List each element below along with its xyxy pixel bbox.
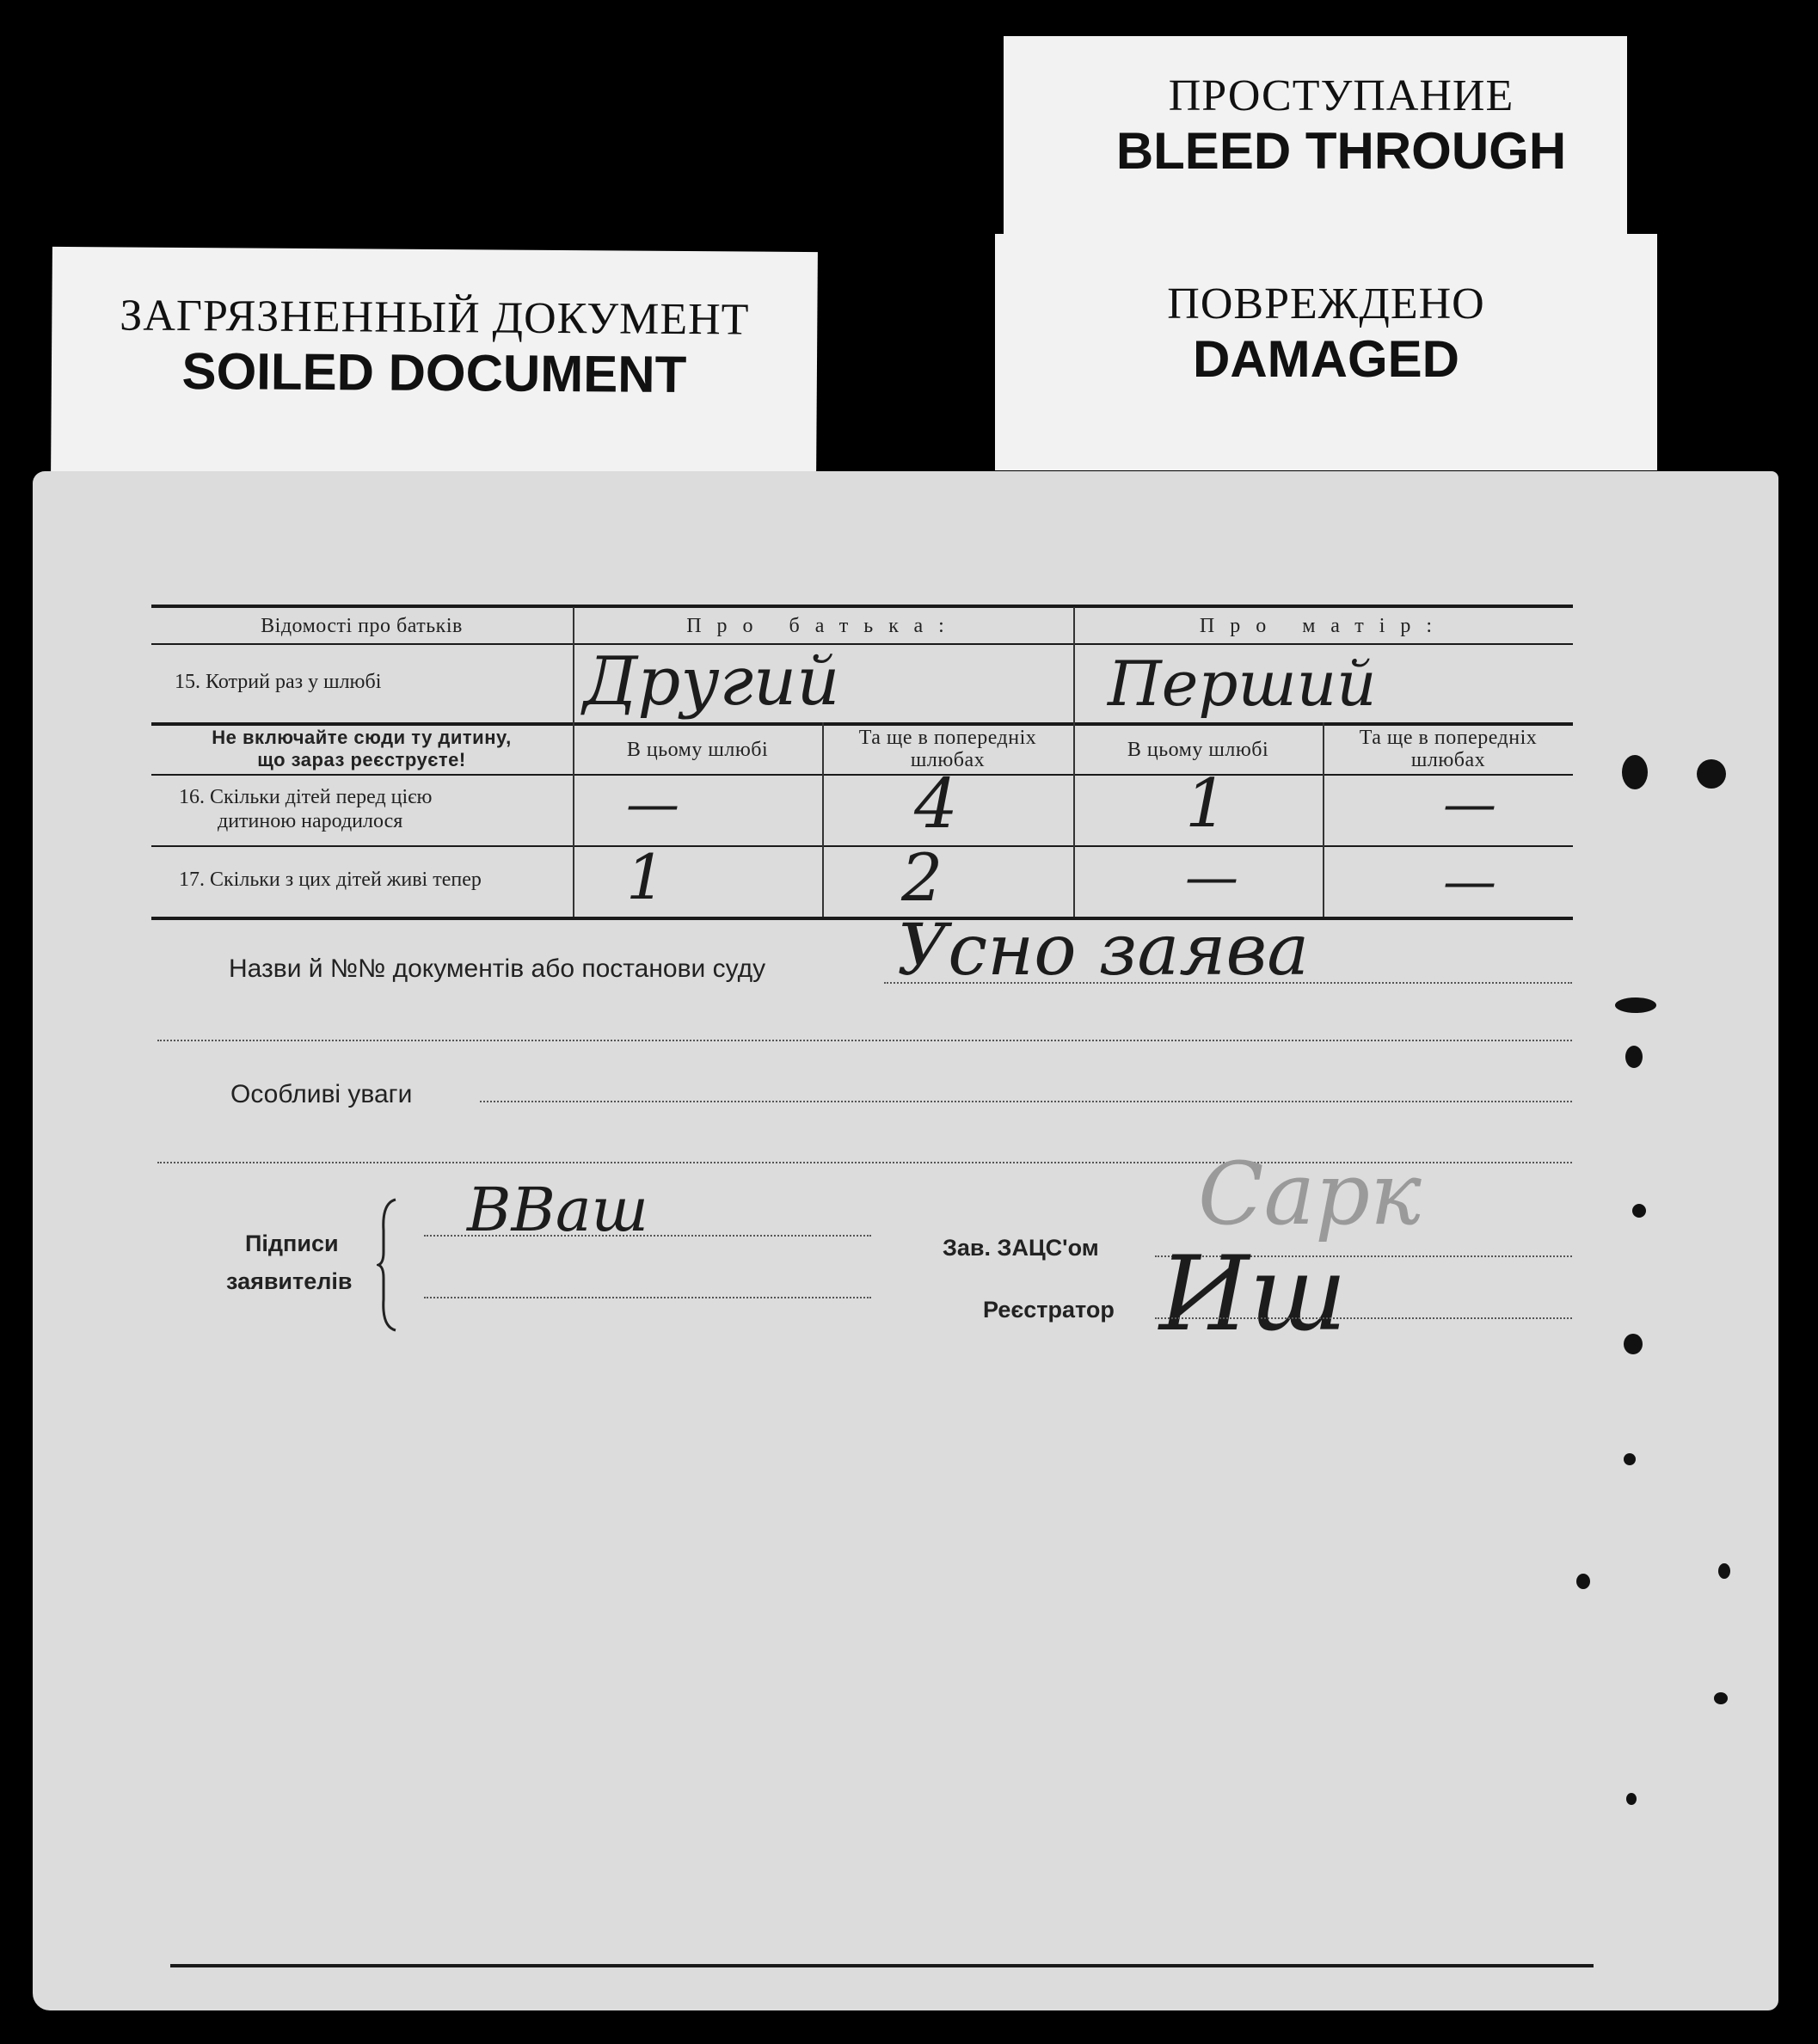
row16-father-this: — bbox=[626, 772, 679, 835]
row16-mother-this: 1 bbox=[1185, 765, 1228, 843]
head-label: Зав. ЗАЦС'ом bbox=[943, 1235, 1099, 1261]
father-header: Про батька: bbox=[686, 615, 960, 637]
punch-hole-damage bbox=[1625, 1046, 1643, 1068]
row15-father-value: Другий bbox=[583, 643, 840, 721]
row16-mother-previous: — bbox=[1443, 772, 1496, 835]
father-this-marriage-header: В цьому шлюбі bbox=[626, 739, 769, 761]
row17-mother-previous: — bbox=[1443, 850, 1496, 912]
documents-label: Назви й №№ документів або постанови суду bbox=[229, 954, 766, 983]
mother-previous-header-1: Та ще в попередніх bbox=[1359, 727, 1538, 749]
row15-label: 15. Котрий раз у шлюбі bbox=[175, 671, 382, 693]
table-top-rule bbox=[151, 605, 1573, 608]
bleed-label-en: BLEED THROUGH bbox=[1115, 122, 1567, 180]
punch-hole-damage bbox=[1697, 759, 1726, 789]
row17-mother-this: — bbox=[1185, 845, 1238, 908]
note-line2: що зараз реєструєте! bbox=[257, 749, 466, 770]
note-line1: Не включайте сюди ту дитину, bbox=[212, 727, 512, 748]
document-page bbox=[33, 471, 1778, 2010]
row15-mother-value: Перший bbox=[1108, 648, 1377, 720]
row16-father-previous: 4 bbox=[914, 764, 958, 844]
row17-father-this: 1 bbox=[626, 841, 666, 913]
registrar-signature: Иш bbox=[1159, 1235, 1348, 1354]
table-bottom-rule bbox=[151, 917, 1573, 920]
soiled-label-en: SOILED DOCUMENT bbox=[181, 341, 687, 404]
page-bottom-rule bbox=[170, 1964, 1594, 1967]
applicants-dotline-2 bbox=[424, 1297, 871, 1298]
row16-label-2: дитиною народилося bbox=[218, 810, 403, 832]
row17-father-previous: 2 bbox=[901, 839, 943, 916]
registrar-dotline bbox=[1155, 1317, 1572, 1319]
applicant-signature: ВВаш bbox=[467, 1175, 648, 1245]
remarks-dotline-1 bbox=[480, 1101, 1572, 1102]
row16-rule bbox=[151, 845, 1573, 847]
applicants-brace bbox=[377, 1196, 402, 1334]
punch-hole-damage bbox=[1632, 1204, 1646, 1218]
row16-label-1: 16. Скільки дітей перед цією bbox=[179, 786, 433, 808]
subheader-rule bbox=[151, 774, 1573, 776]
remarks-label: Особливі уваги bbox=[230, 1080, 413, 1108]
header-rule bbox=[151, 643, 1573, 645]
mother-previous-header-2: шлюбах bbox=[1410, 749, 1486, 771]
damaged-label bbox=[995, 234, 1657, 470]
punch-hole-damage bbox=[1714, 1692, 1728, 1704]
documents-dotline-2 bbox=[157, 1040, 1572, 1041]
bleed-label-ru: ПРОСТУПАНИЕ bbox=[1168, 71, 1514, 120]
damaged-label-ru: ПОВРЕЖДЕНО bbox=[1167, 279, 1485, 328]
father-previous-header-2: шлюбах bbox=[910, 749, 986, 771]
applicants-dotline-1 bbox=[424, 1235, 871, 1237]
documents-dotline-1 bbox=[884, 982, 1572, 984]
soiled-label-ru: ЗАГРЯЗНЕННЫЙ ДОКУМЕНТ bbox=[120, 291, 750, 345]
mother-this-marriage-header: В цьому шлюбі bbox=[1127, 739, 1269, 761]
row17-label: 17. Скільки з цих дітей живі тепер bbox=[179, 869, 482, 891]
damaged-label-en: DAMAGED bbox=[1193, 330, 1459, 388]
punch-hole-damage bbox=[1576, 1574, 1590, 1589]
parents-info-header: Відомості про батьків bbox=[261, 615, 463, 637]
punch-hole-damage bbox=[1622, 755, 1648, 789]
punch-hole-damage bbox=[1626, 1793, 1637, 1805]
head-signature: Сарк bbox=[1198, 1144, 1422, 1244]
col-divider-3 bbox=[1073, 607, 1075, 917]
bleed-through-label bbox=[1004, 36, 1627, 251]
col-divider-1 bbox=[573, 607, 574, 917]
documents-value: Усно заява bbox=[897, 910, 1310, 991]
punch-hole-damage bbox=[1718, 1563, 1730, 1579]
father-previous-header-1: Та ще в попередніх bbox=[858, 727, 1037, 749]
applicants-label-2: заявителів bbox=[226, 1268, 353, 1294]
punch-hole-damage bbox=[1615, 997, 1656, 1013]
soiled-document-label bbox=[51, 247, 818, 477]
registrar-label: Реєстратор bbox=[983, 1297, 1115, 1323]
mother-header: Про матір: bbox=[1199, 615, 1448, 637]
punch-hole-damage bbox=[1624, 1453, 1636, 1465]
applicants-label-1: Підписи bbox=[245, 1231, 339, 1256]
punch-hole-damage bbox=[1624, 1334, 1643, 1354]
